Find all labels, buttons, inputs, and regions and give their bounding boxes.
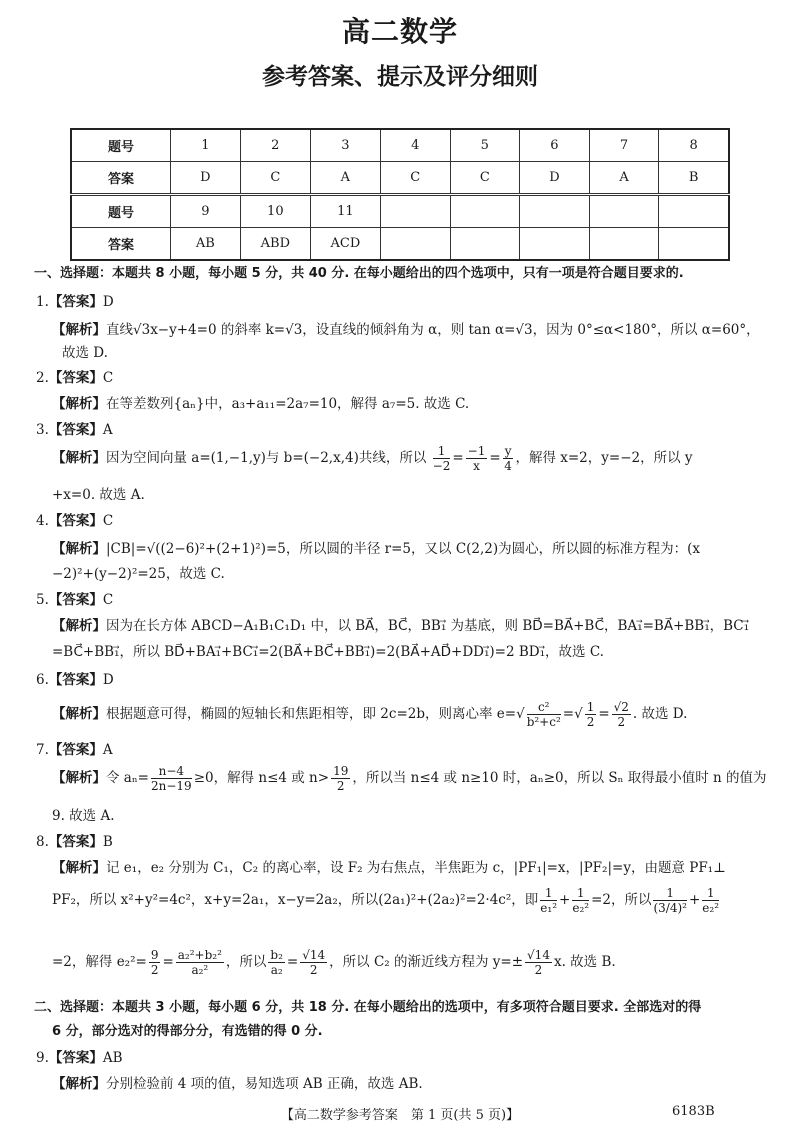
answer-value: A xyxy=(102,742,113,758)
denominator: 2 xyxy=(617,715,626,729)
table-row xyxy=(71,129,729,162)
analysis-line: −2)²+(y−2)²=25，故选 C. xyxy=(52,566,225,582)
question-number: 7. xyxy=(36,742,49,758)
analysis-line xyxy=(52,614,749,634)
table-cell: 1 xyxy=(170,129,240,162)
table-cell: 6 xyxy=(520,129,590,162)
answer-line xyxy=(36,668,114,688)
numerator: 1 xyxy=(586,700,595,714)
table-cell: 3 xyxy=(310,129,380,162)
answer-label: 【答案】 xyxy=(48,294,103,310)
table-cell: 11 xyxy=(310,195,380,228)
denominator: 2 xyxy=(309,963,318,977)
analysis-label: 【解析】 xyxy=(52,618,106,634)
table-cell: 5 xyxy=(450,129,520,162)
numerator: −1 xyxy=(467,444,486,458)
analysis-label: 【解析】 xyxy=(52,860,106,876)
analysis-text: . 故选 D. xyxy=(632,706,688,722)
table-cell xyxy=(520,228,590,261)
table-cell: B xyxy=(659,162,729,195)
numerator: 9 xyxy=(150,948,159,962)
answer-line xyxy=(36,418,113,438)
analysis-label: 【解析】 xyxy=(52,1076,106,1092)
denominator: 2 xyxy=(586,715,595,729)
fraction xyxy=(612,700,631,729)
denominator: x xyxy=(473,459,480,473)
question-number: 9. xyxy=(36,1050,49,1066)
fraction xyxy=(702,886,719,915)
row-header: 题号 xyxy=(71,129,170,162)
answer-line xyxy=(36,830,113,850)
row-header: 答案 xyxy=(71,228,170,261)
numerator: 1 xyxy=(653,886,687,901)
numerator: y xyxy=(504,444,512,458)
analysis-label: 【解析】 xyxy=(52,450,106,466)
analysis-text: 根据题意可得，椭圆的短轴长和焦距相等，即 2c=2b，则离心率 e=√ xyxy=(106,706,525,722)
denominator: (3/4)² xyxy=(653,901,687,915)
denominator: 2n−19 xyxy=(151,779,192,793)
table-cell: A xyxy=(589,162,659,195)
page-subtitle: 参考答案、提示及评分细则 xyxy=(262,64,538,90)
analysis-line xyxy=(52,856,726,876)
analysis-text: = xyxy=(286,954,299,970)
table-row xyxy=(71,195,729,228)
page-title: 高二数学 xyxy=(341,15,458,48)
denominator: a₂² xyxy=(191,963,209,977)
analysis-text: PF₂，所以 x²+y²=4c²，x+y=2a₁，x−y=2a₂，所以(2a₁)²+(2a₂)²=2·4c²，即 xyxy=(52,892,539,908)
answer-label: 【答案】 xyxy=(48,370,103,386)
numerator: √14 xyxy=(527,948,550,962)
analysis-line xyxy=(52,318,760,338)
analysis-line xyxy=(52,948,616,977)
analysis-label: 【解析】 xyxy=(52,541,106,557)
numerator: 1 xyxy=(572,886,589,901)
document-code: 6183B xyxy=(672,1104,715,1119)
row-header: 题号 xyxy=(71,195,170,228)
analysis-line xyxy=(52,537,700,557)
analysis-text: + xyxy=(688,892,701,908)
table-cell: D xyxy=(520,162,590,195)
row-header: 答案 xyxy=(71,162,170,195)
question-number: 6. xyxy=(36,672,49,688)
numerator: b₂ xyxy=(270,948,283,962)
analysis-label: 【解析】 xyxy=(52,770,106,786)
analysis-text: 记 e₁，e₂ 分别为 C₁，C₂ 的离心率，设 F₂ 为右焦点，半焦距为 c，|PF₁|=x，|PF₂|=y，由题意 PF₁⊥ xyxy=(106,860,726,876)
denominator: a₂ xyxy=(270,963,283,977)
section-heading: 6 分，部分选对的得部分分，有选错的得 0 分. xyxy=(52,1024,323,1039)
table-cell xyxy=(450,228,520,261)
analysis-line xyxy=(52,886,721,915)
table-cell xyxy=(450,195,520,228)
table-cell: C xyxy=(450,162,520,195)
table-cell: ABD xyxy=(240,228,310,261)
table-cell: A xyxy=(310,162,380,195)
table-row xyxy=(71,162,729,195)
numerator: 19 xyxy=(333,764,349,778)
answer-value: B xyxy=(102,834,113,850)
answer-line xyxy=(36,366,113,386)
denominator: −2 xyxy=(432,459,451,473)
question-number: 1. xyxy=(36,294,49,310)
analysis-text: =√ xyxy=(562,706,583,722)
fraction xyxy=(503,444,514,473)
analysis-text: 因为空间向量 a=(1,−1,y)与 b=(−2,x,4)共线，所以 xyxy=(106,450,427,466)
numerator: √14 xyxy=(302,948,326,962)
table-cell: 8 xyxy=(659,129,729,162)
analysis-text: ，解得 x=2，y=−2，所以 y xyxy=(515,450,693,466)
analysis-text: ，所以 C₂ 的渐近线方程为 y=± xyxy=(329,954,524,970)
table-cell: C xyxy=(380,162,450,195)
table-cell: 7 xyxy=(589,129,659,162)
denominator: 2 xyxy=(534,963,543,977)
answer-value: C xyxy=(102,370,114,386)
fraction xyxy=(300,948,327,977)
denominator: b²+c² xyxy=(526,715,561,729)
answer-value: D xyxy=(102,672,114,688)
answer-value: C xyxy=(102,592,114,608)
table-cell: C xyxy=(240,162,310,195)
answer-value: C xyxy=(102,513,114,529)
denominator: 2 xyxy=(336,779,345,793)
analysis-text: 因为在长方体 ABCD−A₁B₁C₁D₁ 中，以 BA⃗，BC⃗，BB₁⃗ 为基底，则 BD⃗=BA⃗+BC⃗，BA₁⃗=BA⃗+BB₁⃗，BC₁⃗ xyxy=(106,618,750,634)
answer-label: 【答案】 xyxy=(48,1050,103,1066)
fraction xyxy=(527,700,561,729)
fraction xyxy=(149,948,161,977)
analysis-line: =BC⃗+BB₁⃗，所以 BD⃗+BA₁⃗+BC₁⃗=2(BA⃗+BC⃗+BB₁⃗)=2(BA⃗+AD⃗+DD₁⃗)=2 BD₁⃗，故选 C. xyxy=(52,644,604,660)
question-number: 4. xyxy=(36,513,49,529)
analysis-text: =2，所以 xyxy=(591,892,652,908)
fraction xyxy=(572,886,589,915)
answer-label: 【答案】 xyxy=(48,672,103,688)
table-cell xyxy=(380,195,450,228)
fraction xyxy=(466,444,488,473)
table-cell: 9 xyxy=(170,195,240,228)
denominator: 2 xyxy=(150,963,159,977)
numerator: c² xyxy=(527,700,561,715)
analysis-label: 【解析】 xyxy=(52,322,106,338)
table-cell: 2 xyxy=(240,129,310,162)
page-footer: 【高二数学参考答案 第 1 页(共 5 页)】 xyxy=(280,1108,520,1123)
analysis-text: 直线√3x−y+4=0 的斜率 k=√3，设直线的倾斜角为 α，则 tan α=√3，因为 0°≤α<180°，所以 α=60°， xyxy=(106,322,760,338)
table-cell xyxy=(589,228,659,261)
answer-line xyxy=(36,1046,123,1066)
question-number: 8. xyxy=(36,834,49,850)
denominator: e₂² xyxy=(702,901,720,915)
table-row xyxy=(71,228,729,261)
numerator: 1 xyxy=(433,444,451,459)
numerator: 1 xyxy=(702,886,719,901)
question-number: 3. xyxy=(36,422,49,438)
table-cell: D xyxy=(170,162,240,195)
answer-line xyxy=(36,509,113,529)
analysis-line xyxy=(52,392,469,412)
fraction xyxy=(585,700,597,729)
table-cell xyxy=(520,195,590,228)
fraction xyxy=(151,764,192,793)
analysis-text: 分别检验前 4 项的值，易知选项 AB 正确，故选 AB. xyxy=(106,1076,423,1092)
analysis-line: 故选 D. xyxy=(62,345,108,361)
analysis-text: x. 故选 B. xyxy=(553,954,616,970)
analysis-text: ≥0，解得 n≤4 或 n> xyxy=(193,770,330,786)
answer-value: A xyxy=(102,422,113,438)
analysis-text: ，所以当 n≤4 或 n≥10 时，aₙ≥0，所以 Sₙ 取得最小值时 n 的值为 xyxy=(352,770,767,786)
table-cell: 10 xyxy=(240,195,310,228)
answer-value: D xyxy=(102,294,114,310)
answer-label: 【答案】 xyxy=(48,592,103,608)
fraction xyxy=(433,444,451,473)
analysis-text: + xyxy=(559,892,571,908)
denominator: e₂² xyxy=(572,901,590,915)
question-number: 5. xyxy=(36,592,49,608)
table-cell xyxy=(659,228,729,261)
analysis-line xyxy=(52,764,767,793)
table-cell xyxy=(380,228,450,261)
table-cell: AB xyxy=(170,228,240,261)
analysis-text: 在等差数列{aₙ}中，a₃+a₁₁=2a₇=10，解得 a₇=5. 故选 C. xyxy=(106,396,470,412)
denominator: 4 xyxy=(504,459,512,473)
analysis-line xyxy=(52,1072,423,1092)
analysis-line: 9. 故选 A. xyxy=(52,808,115,824)
table-cell xyxy=(659,195,729,228)
numerator: √2 xyxy=(613,700,629,714)
table-cell xyxy=(589,195,659,228)
fraction xyxy=(540,886,557,915)
fraction xyxy=(331,764,350,793)
numerator: 1 xyxy=(540,886,557,901)
analysis-text: =2，解得 e₂²= xyxy=(52,954,147,970)
analysis-text: = xyxy=(162,954,174,970)
answer-line xyxy=(36,738,113,758)
fraction xyxy=(653,886,687,915)
analysis-label: 【解析】 xyxy=(52,396,106,412)
table-cell: 4 xyxy=(380,129,450,162)
analysis-text: |CB|=√((2−6)²+(2+1)²)=5，所以圆的半径 r=5，又以 C(2,2)为圆心，所以圆的标准方程为：(x xyxy=(106,541,701,557)
fraction xyxy=(176,948,224,977)
analysis-line: 【解析】因为空间向量 a=(1,−1,y)与 b=(−2,x,4)共线，所以 $\frac{1}{-2}$ = $\frac{-1}{x}$ = $\frac{y}{4}$ ，解得 x=2，y=−2，所以 y xyxy=(52,444,693,473)
analysis-text: 令 aₙ= xyxy=(106,770,149,786)
numerator: n−4 xyxy=(151,764,192,779)
answer-label: 【答案】 xyxy=(48,742,103,758)
numerator: a₂²+b₂² xyxy=(177,948,222,962)
answer-table xyxy=(70,128,730,261)
denominator: e₁² xyxy=(540,901,558,915)
fraction xyxy=(268,948,285,977)
table-cell: ACD xyxy=(310,228,380,261)
answer-label: 【答案】 xyxy=(48,422,103,438)
fraction xyxy=(525,948,552,977)
answer-line xyxy=(36,290,114,310)
answer-line xyxy=(36,588,113,608)
question-number: 2. xyxy=(36,370,49,386)
answer-label: 【答案】 xyxy=(48,834,103,850)
analysis-line: +x=0. 故选 A. xyxy=(52,487,145,503)
analysis-text: ，所以 xyxy=(225,954,267,970)
section-heading: 二、选择题：本题共 3 小题，每小题 6 分，共 18 分. 在每小题给出的选项中，有多项符合题目要求. 全部选对的得 xyxy=(34,1000,702,1015)
answer-label: 【答案】 xyxy=(48,513,103,529)
analysis-line: 【解析】根据题意可得，椭圆的短轴长和焦距相等，即 2c=2b，则离心率 e=√ $\frac{\text{c²}}{\text{b²+c²}}$ =√ $\frac{1}{2}$ = $\frac{√2}{2}$ . 故选 D. xyxy=(52,700,688,729)
analysis-label: 【解析】 xyxy=(52,706,106,722)
section-heading: 一、选择题：本题共 8 小题，每小题 5 分，共 40 分. 在每小题给出的四个选项中，只有一项是符合题目要求的. xyxy=(34,266,684,281)
answer-value: AB xyxy=(102,1050,123,1066)
